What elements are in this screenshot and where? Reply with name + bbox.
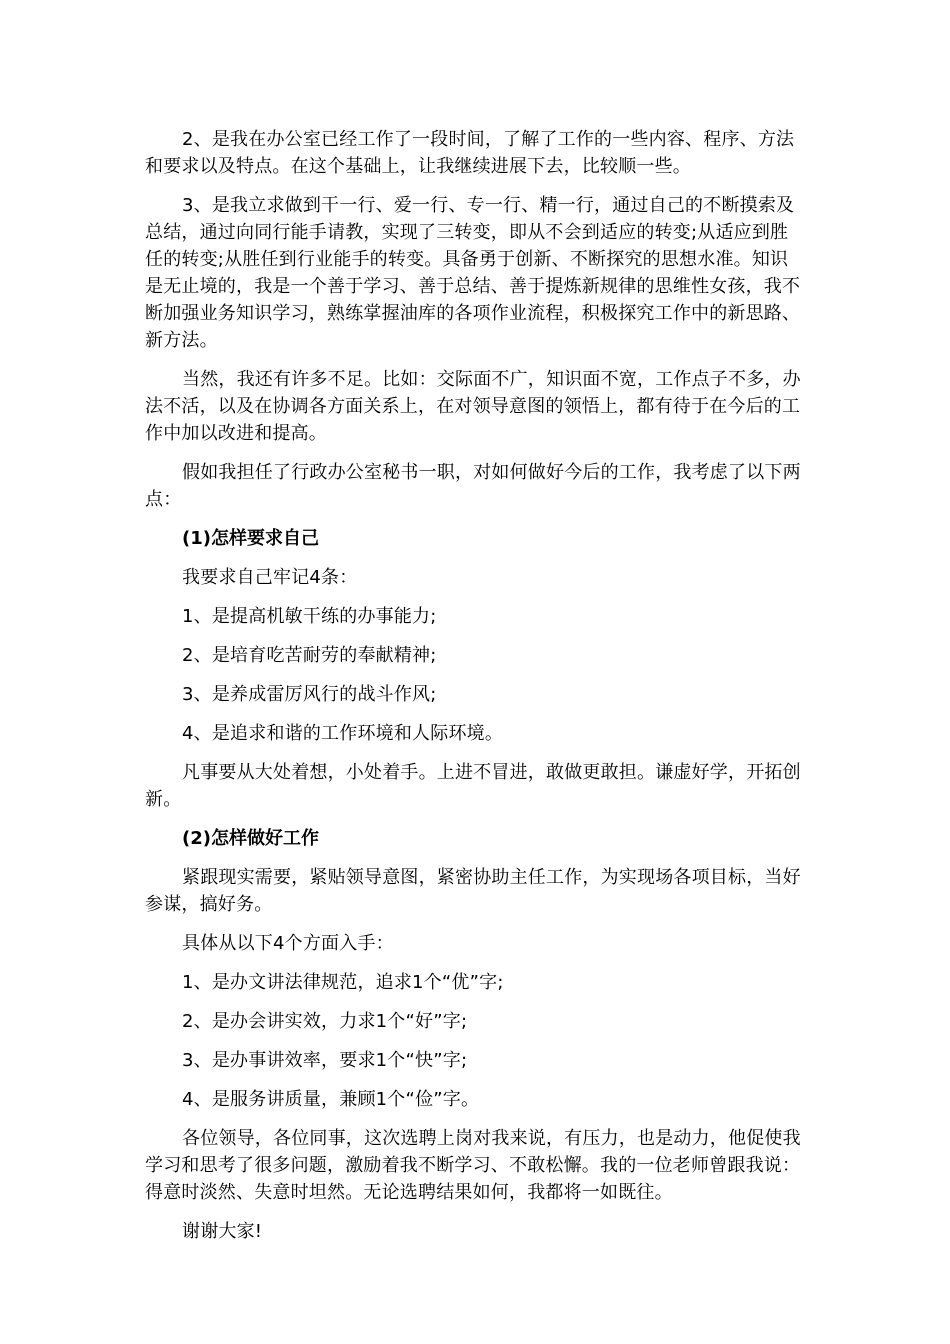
paragraph-closing: 各位领导，各位同事，这次选聘上岗对我来说，有压力，也是动力，他促使我学习和思考了很多问题，激励着我不断学习、不敢松懈。我的一位老师曾跟我说：得意时淡然、失意时坦然。无论选聘结果如何，我都将一如既往。 — [145, 1128, 801, 1203]
paragraph-motto: 凡事要从大处着想，小处着手。上进不冒进，敢做更敢担。谦虚好学，开拓创新。 — [145, 762, 801, 810]
section-heading-1: (1)怎样要求自己 — [182, 528, 319, 549]
paragraph-shortcomings: 当然，我还有许多不足。比如：交际面不广，知识面不宽，工作点子不多，办法不活，以及在协调各方面关系上，在对领导意图的领悟上，都有待于在今后的工作中加以改进和提高。 — [145, 369, 801, 444]
list-item-aspect-2: 2、是办会讲实效，力求1个“好”字; — [182, 1011, 468, 1032]
list-item-rule-1: 1、是提高机敏干练的办事能力; — [182, 606, 437, 627]
section-heading-2: (2)怎样做好工作 — [182, 828, 319, 849]
paragraph-four-aspects-intro: 具体从以下4个方面入手： — [182, 933, 394, 954]
paragraph-work-approach: 紧跟现实需要，紧贴领导意图，紧密协助主任工作，为实现场各项目标，当好参谋，搞好务。 — [145, 867, 801, 915]
paragraph-thanks: 谢谢大家! — [182, 1221, 263, 1242]
paragraph-point-2: 2、是我在办公室已经工作了一段时间，了解了工作的一些内容、程序、方法和要求以及特点。在这个基础上，让我继续进展下去，比较顺一些。 — [145, 129, 795, 177]
paragraph-four-rules-intro: 我要求自己牢记4条： — [182, 567, 358, 588]
list-item-aspect-4: 4、是服务讲质量，兼顾1个“俭”字。 — [182, 1089, 480, 1110]
document-page — [145, 126, 805, 1245]
paragraph-point-3: 3、是我立求做到干一行、爱一行、专一行、精一行，通过自己的不断摸索及总结，通过向同行能手请教，实现了三转变，即从不会到适应的转变;从适应到胜任的转变;从胜任到行业能手的转变。具备勇于创新、不断探究的思想水准。知识是无止境的，我是一个善于学习、善于总结、善于提炼新规律的思维性女孩，我不断加强业务知识学习，熟练掌握油库的各项作业流程，积极探究工作中的新思路、新方法。 — [145, 195, 801, 351]
list-item-rule-4: 4、是追求和谐的工作环境和人际环境。 — [182, 723, 504, 744]
paragraph-two-points-intro: 假如我担任了行政办公室秘书一职，对如何做好今后的工作，我考虑了以下两点： — [145, 462, 801, 510]
list-item-aspect-1: 1、是办文讲法律规范，追求1个“优”字; — [182, 972, 504, 993]
list-item-aspect-3: 3、是办事讲效率，要求1个“快”字; — [182, 1050, 468, 1071]
list-item-rule-2: 2、是培育吃苦耐劳的奉献精神; — [182, 645, 437, 666]
list-item-rule-3: 3、是养成雷厉风行的战斗作风; — [182, 684, 437, 705]
